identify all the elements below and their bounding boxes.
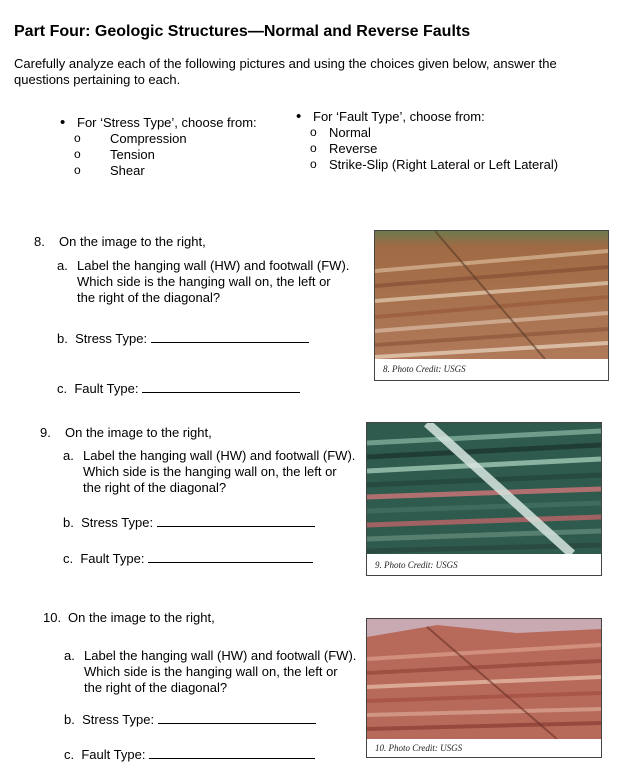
- question-number: 8.: [34, 234, 45, 249]
- fault-type-header: • For ‘Fault Type’, choose from:: [296, 109, 558, 125]
- part-a-text: Label the hanging wall (HW) and footwall (FW). Which side is the hanging wall on, the left or the right of the diagonal?: [83, 448, 356, 495]
- part-c-letter: c.: [63, 551, 74, 566]
- part-c-letter: c.: [64, 747, 75, 762]
- stress-type-answer-line[interactable]: [158, 711, 316, 724]
- question-part-c: [64, 746, 315, 763]
- stress-type-header: • For ‘Stress Type’, choose from:: [60, 115, 257, 131]
- fault-type-label: Fault Type:: [74, 381, 139, 396]
- part-a-letter: a.: [57, 258, 68, 273]
- question-part-a: [63, 448, 358, 496]
- photo-10-image: [367, 619, 601, 757]
- stress-option-tension: o Tension: [60, 147, 257, 163]
- question-part-b: [57, 330, 309, 347]
- question-part-a: [57, 258, 352, 306]
- fault-type-answer-line[interactable]: [142, 380, 300, 393]
- fault-type-label: Fault Type:: [81, 747, 146, 762]
- stress-type-label: Stress Type:: [82, 712, 155, 727]
- fault-option-normal: o Normal: [296, 125, 558, 141]
- page-title: Part Four: Geologic Structures—Normal and Reverse Faults: [14, 23, 471, 40]
- photo-caption: 9. Photo Credit: USGS: [375, 560, 458, 570]
- stress-type-answer-line[interactable]: [151, 330, 309, 343]
- question-number: 9.: [40, 425, 51, 440]
- question-part-c: [63, 550, 313, 567]
- fault-type-answer-line[interactable]: [148, 550, 313, 563]
- stress-type-label: Stress Type:: [75, 331, 148, 346]
- fault-option-reverse: o Reverse: [296, 141, 558, 157]
- photo-9: [366, 422, 602, 576]
- question-part-a: [64, 648, 359, 696]
- fault-type-label: Fault Type:: [80, 551, 145, 566]
- question-part-b: [64, 711, 316, 728]
- part-a-letter: a.: [64, 648, 75, 663]
- stress-type-answer-line[interactable]: [157, 514, 315, 527]
- stress-option-shear: o Shear: [60, 163, 257, 179]
- photo-10: [366, 618, 602, 758]
- question-prompt: On the image to the right,: [65, 425, 212, 440]
- part-a-letter: a.: [63, 448, 74, 463]
- part-b-letter: b.: [63, 515, 74, 530]
- part-a-text: Label the hanging wall (HW) and footwall (FW). Which side is the hanging wall on, the left or the right of the diagonal?: [77, 258, 350, 305]
- photo-caption: 10. Photo Credit: USGS: [375, 743, 463, 753]
- fault-type-list: [296, 109, 558, 173]
- part-a-text: Label the hanging wall (HW) and footwall (FW). Which side is the hanging wall on, the left or the right of the diagonal?: [84, 648, 357, 695]
- stress-type-list: [60, 115, 257, 179]
- stress-type-label: Stress Type:: [81, 515, 154, 530]
- fault-option-strike-slip: o Strike-Slip (Right Lateral or Left Lateral): [296, 157, 558, 173]
- part-b-letter: b.: [64, 712, 75, 727]
- photo-8-image: [375, 231, 608, 380]
- intro-text: Carefully analyze each of the following pictures and using the choices given below, answer the questions pertaining to each.: [14, 56, 557, 87]
- question-prompt: On the image to the right,: [59, 234, 206, 249]
- part-c-letter: c.: [57, 381, 68, 396]
- question-prompt: On the image to the right,: [68, 610, 215, 625]
- photo-8: [374, 230, 609, 381]
- part-b-letter: b.: [57, 331, 68, 346]
- question-part-c: [57, 380, 300, 397]
- question-number: 10.: [43, 610, 62, 625]
- question-part-b: [63, 514, 315, 531]
- stress-option-compression: o Compression: [60, 131, 257, 147]
- photo-9-image: [367, 423, 601, 575]
- fault-type-answer-line[interactable]: [149, 746, 315, 759]
- photo-caption: 8. Photo Credit: USGS: [383, 364, 466, 374]
